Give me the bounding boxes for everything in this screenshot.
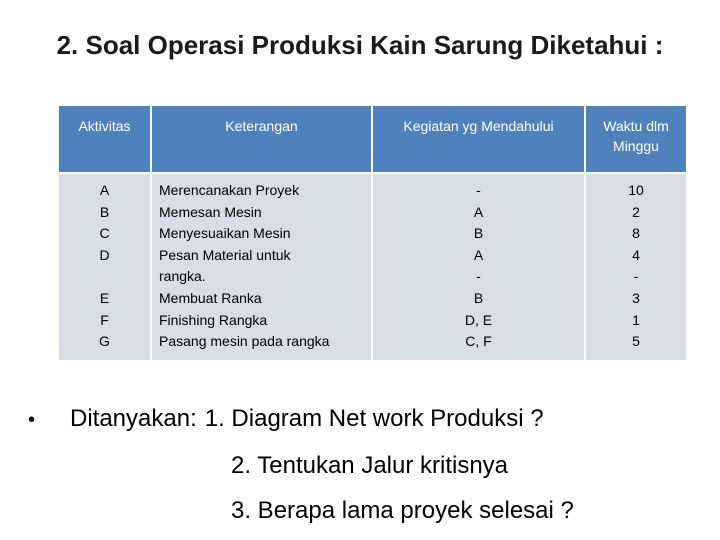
header-keterangan: Keterangan [151, 105, 372, 173]
aktivitas-value: B [99, 203, 110, 220]
question-item: 3. Berapa lama proyek selesai ? [231, 497, 574, 524]
waktu-value: 10 [628, 182, 644, 198]
aktivitas-value: E [99, 289, 110, 306]
aktivitas-spacer [65, 266, 144, 288]
mendahului-value: C, F [465, 333, 492, 350]
question-item: 1. Diagram Net work Produksi ? [204, 405, 544, 432]
mendahului-cell [372, 173, 585, 361]
mendahului-value: B [473, 225, 484, 242]
question-section [28, 396, 708, 533]
waktu-value: - [633, 268, 639, 285]
waktu-value: 3 [632, 289, 640, 306]
keterangan-value: Finishing Rangka [159, 311, 268, 328]
mendahului-value: A [473, 203, 484, 220]
mendahului-value: B [473, 289, 484, 306]
waktu-value: 2 [632, 203, 640, 220]
aktivitas-value: F [100, 311, 109, 328]
keterangan-value: Pesan Material untuk rangka. [159, 246, 291, 285]
activity-table [57, 104, 688, 362]
waktu-value: 5 [632, 333, 640, 350]
aktivitas-value: G [99, 333, 110, 350]
header-aktivitas: Aktivitas [58, 105, 151, 173]
mendahului-value: A [473, 246, 484, 263]
keterangan-value: Menyesuaikan Mesin [159, 225, 291, 242]
keterangan-value: Membuat Ranka [159, 289, 262, 306]
mendahului-value: - [476, 268, 481, 285]
aktivitas-cell [58, 173, 151, 361]
keterangan-value: Memesan Mesin [159, 203, 262, 220]
slide-title: 2. Soal Operasi Produksi Kain Sarung Diketahui : [56, 30, 664, 60]
bullet-icon: • [28, 409, 36, 431]
header-waktu: Waktu dlm Minggu [585, 105, 687, 173]
question-label: Ditanyakan: [70, 405, 197, 432]
question-item: 2. Tentukan Jalur kritisnya [231, 452, 509, 479]
mendahului-value: - [476, 182, 481, 198]
table-header-row [58, 105, 687, 173]
table-row [58, 173, 687, 361]
header-kegiatan-mendahului: Kegiatan yg Mendahului [372, 105, 585, 173]
question-first-line [28, 396, 708, 443]
waktu-value: 4 [632, 246, 640, 263]
waktu-cell [585, 173, 687, 361]
keterangan-value: Pasang mesin pada rangka [159, 333, 330, 350]
aktivitas-value: A [99, 182, 110, 198]
keterangan-value: Merencanakan Proyek [159, 182, 300, 198]
waktu-value: 1 [632, 311, 640, 328]
keterangan-cell [151, 173, 372, 361]
waktu-value: 8 [632, 225, 640, 242]
aktivitas-value: D [99, 246, 110, 263]
mendahului-value: D, E [464, 311, 493, 328]
aktivitas-value: C [99, 225, 110, 242]
